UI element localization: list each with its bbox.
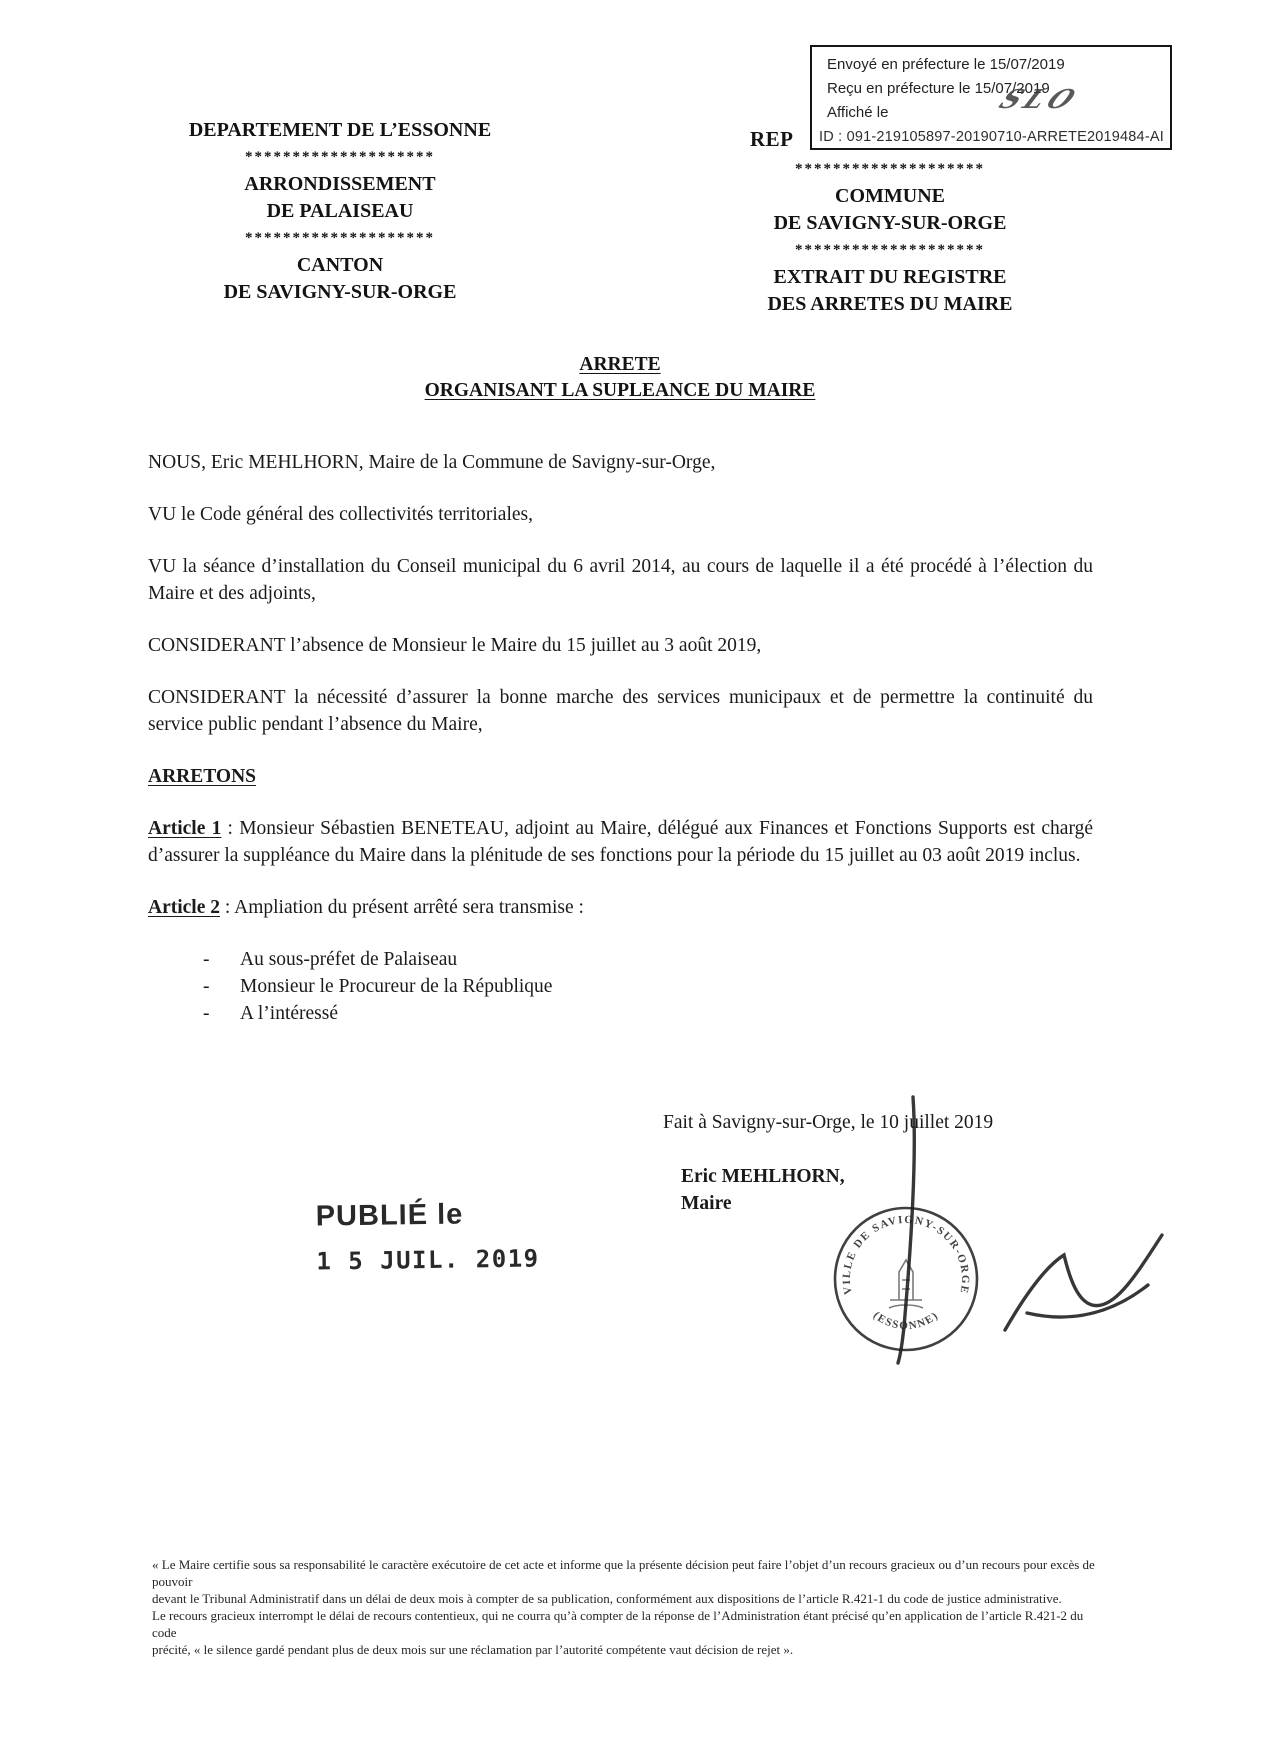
dash-bullet: - [203, 949, 210, 970]
republique-partial-text: REP [750, 127, 794, 151]
article-2-separator: : [220, 897, 235, 918]
list-item [203, 1000, 1093, 1027]
canton-line2: DE SAVIGNY-SUR-ORGE [223, 281, 457, 303]
list-item-text: Au sous-préfet de Palaiseau [240, 949, 458, 970]
departement-line: DEPARTEMENT DE L’ESSONNE [188, 119, 492, 141]
document-title [150, 352, 1090, 404]
header-right-column [705, 156, 1075, 318]
act-id-line: ID : 091-219105897-20190710-ARRETE2019484-AI [819, 129, 1164, 145]
publication-date-text: 1 5 JUIL. 2019 [316, 1244, 540, 1276]
legal-line: précité, « le silence gardé pendant plus de deux mois sur une réclamation par l’autorité compétente vaut décision de rejet ». [152, 1642, 794, 1657]
article-1-label: Article 1 [148, 818, 222, 839]
header-left-column [175, 117, 505, 306]
arrondissement-line2: DE PALAISEAU [266, 200, 414, 222]
legal-line: Le recours gracieux interrompt le délai de recours contentieux, qui ne courra qu’à compter de la réponse de l’Administration étant précisé qu’en application de l’article R.421-2 du code [152, 1608, 1084, 1640]
paragraph-article-2 [148, 894, 1093, 921]
received-in-prefecture-line: Reçu en préfecture le 15/07/2019 [827, 80, 1050, 97]
list-item [203, 946, 1093, 973]
posted-on-line: Affiché le [827, 104, 889, 121]
paragraph-nous: NOUS, Eric MEHLHORN, Maire de la Commune de Savigny-sur-Orge, [148, 452, 716, 473]
arretons-heading: ARRETONS [148, 766, 257, 787]
signatory-name: Eric MEHLHORN, [681, 1166, 845, 1187]
canton-line: CANTON [296, 254, 384, 276]
legal-notice-footer [152, 1556, 1097, 1658]
paragraph-article-1 [148, 815, 1093, 869]
dash-bullet: - [203, 976, 210, 997]
commune-line: COMMUNE [835, 185, 945, 207]
article-2-text: Ampliation du présent arrêté sera transmise : [234, 897, 584, 918]
dash-bullet: - [203, 1003, 210, 1024]
article-1-separator: : [221, 818, 240, 839]
paragraph-vu-code: VU le Code général des collectivités territoriales, [148, 504, 533, 525]
commune-line2: DE SAVIGNY-SUR-ORGE [773, 212, 1007, 234]
signatory-role: Maire [681, 1193, 732, 1214]
paragraph-considerant-necessite: CONSIDERANT la nécessité d’assurer la bonne marche des services municipaux et de permettre la continuité du service public pendant l’absence du Maire, [148, 687, 1093, 735]
stars-separator: ******************** [245, 149, 435, 165]
prefecture-transmission-box [810, 45, 1172, 150]
stamp-text-bottom: (ESSONNE) [870, 1309, 942, 1333]
title-arrete: ARRETE [579, 354, 661, 375]
place-and-date-line: Fait à Savigny-sur-Orge, le 10 juillet 2019 [663, 1112, 994, 1133]
transmission-list [203, 946, 1093, 1027]
stamp-text-top: VILLE DE SAVIGNY-SUR-ORGE [840, 1213, 972, 1296]
arrondissement-line: ARRONDISSEMENT [244, 173, 436, 195]
arretes-maire-line: DES ARRETES DU MAIRE [767, 293, 1013, 315]
list-item-text: A l’intéressé [240, 1003, 339, 1024]
paragraph-considerant-absence: CONSIDERANT l’absence de Monsieur le Maire du 15 juillet au 3 août 2019, [148, 635, 762, 656]
title-subject: ORGANISANT LA SUPLEANCE DU MAIRE [424, 380, 816, 401]
extrait-registre-line: EXTRAIT DU REGISTRE [773, 266, 1007, 288]
list-item [203, 973, 1093, 1000]
publication-stamp [315, 1196, 539, 1275]
document-body [148, 449, 1093, 1027]
article-2-label: Article 2 [148, 897, 221, 918]
list-item-text: Monsieur le Procureur de la République [240, 976, 553, 997]
article-1-text: Monsieur Sébastien BENETEAU, adjoint au Maire, délégué aux Finances et Fonctions Supports est chargé d’assurer la suppléance du Maire dans la plénitude de ses fonctions pour la période du 15 juillet au 03 août 2019 inclus. [148, 818, 1093, 866]
pen-signature [780, 1085, 1190, 1375]
stars-separator: ******************** [245, 230, 435, 246]
publie-le-text: PUBLIÉ le [315, 1198, 464, 1233]
stars-separator: ******************** [795, 242, 985, 258]
sent-to-prefecture-line: Envoyé en préfecture le 15/07/2019 [827, 56, 1065, 73]
paragraph-vu-seance: VU la séance d’installation du Conseil municipal du 6 avril 2014, au cours de laquelle il a été procédé à l’élection du Maire et des adjoints, [148, 556, 1093, 604]
legal-line: devant le Tribunal Administratif dans un délai de deux mois à compter de sa publication, conformément aux dispositions de l’article R.421-1 du code de justice administrative. [152, 1591, 1062, 1606]
stars-separator: ******************** [795, 161, 985, 177]
paraph-initials-mark: SLO [993, 85, 1086, 115]
legal-line: « Le Maire certifie sous sa responsabilité le caractère exécutoire de cet acte et informe que la présente décision peut faire l’objet d’un recours gracieux ou d’un recours pour excès de pouvoir [152, 1557, 1095, 1589]
